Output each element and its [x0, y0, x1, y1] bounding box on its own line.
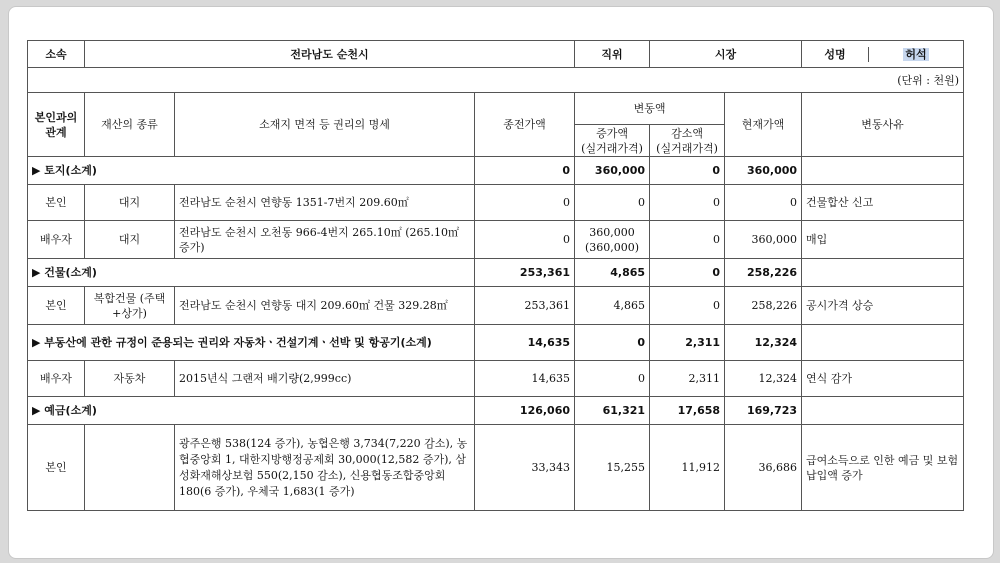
row-increase: 15,255	[575, 425, 650, 511]
column-header-row-1	[28, 93, 964, 125]
row-relation: 본인	[28, 287, 85, 325]
affiliation-value: 전라남도 순천시	[85, 41, 575, 68]
section-title: ▶ 건물(소계)	[28, 259, 475, 287]
row-previous: 0	[475, 221, 575, 259]
subtotal-current: 169,723	[725, 397, 802, 425]
position-label: 직위	[575, 41, 650, 68]
subtotal-decrease: 17,658	[650, 397, 725, 425]
col-reason: 변동사유	[802, 93, 964, 157]
row-current: 258,226	[725, 287, 802, 325]
name-value-cell	[869, 47, 964, 62]
row-increase: 0	[575, 185, 650, 221]
subtotal-decrease: 0	[650, 259, 725, 287]
section-title: ▶ 토지(소계)	[28, 157, 475, 185]
unit-row	[28, 68, 964, 93]
row-increase: 4,865	[575, 287, 650, 325]
name-label: 성명	[802, 47, 869, 62]
table-row	[28, 425, 964, 511]
subtotal-increase: 360,000	[575, 157, 650, 185]
subtotal-current: 12,324	[725, 325, 802, 361]
row-decrease: 0	[650, 185, 725, 221]
row-type: 대지	[85, 221, 175, 259]
row-previous: 33,343	[475, 425, 575, 511]
col-current: 현재가액	[725, 93, 802, 157]
col-decrease: 감소액 (실거래가격)	[650, 125, 725, 157]
row-decrease: 2,311	[650, 361, 725, 397]
row-reason: 급여소득으로 인한 예금 및 보험납입액 증가	[802, 425, 964, 511]
row-relation: 배우자	[28, 221, 85, 259]
row-relation: 본인	[28, 425, 85, 511]
row-type	[85, 425, 175, 511]
subtotal-reason	[802, 325, 964, 361]
position-value: 시장	[650, 41, 802, 68]
table-row	[28, 221, 964, 259]
name-cell	[802, 41, 964, 68]
row-details: 전라남도 순천시 오천동 966-4번지 265.10㎡ (265.10㎡ 증가)	[175, 221, 475, 259]
asset-change-table	[27, 40, 964, 511]
subtotal-decrease: 2,311	[650, 325, 725, 361]
row-reason: 연식 감가	[802, 361, 964, 397]
row-type: 대지	[85, 185, 175, 221]
row-type: 복합건물 (주택+상가)	[85, 287, 175, 325]
row-details: 2015년식 그랜저 배기량(2,999cc)	[175, 361, 475, 397]
subtotal-previous: 253,361	[475, 259, 575, 287]
section-subtotal-row	[28, 259, 964, 287]
header-row	[28, 41, 964, 68]
row-previous: 14,635	[475, 361, 575, 397]
subtotal-reason	[802, 397, 964, 425]
row-decrease: 0	[650, 287, 725, 325]
row-type: 자동차	[85, 361, 175, 397]
col-increase: 증가액 (실거래가격)	[575, 125, 650, 157]
section-subtotal-row	[28, 157, 964, 185]
subtotal-increase: 61,321	[575, 397, 650, 425]
subtotal-increase: 0	[575, 325, 650, 361]
row-current: 360,000	[725, 221, 802, 259]
row-previous: 0	[475, 185, 575, 221]
subtotal-reason	[802, 157, 964, 185]
row-details: 광주은행 538(124 증가), 농협은행 3,734(7,220 감소), 농협중앙회 1, 대한지방행정공제회 30,000(12,582 증가), 삼성화재해상보험 550(2,150 감소), 신용협동조합중앙회 180(6 증가), 우체국 1,683(1 증가)	[175, 425, 475, 511]
row-increase: 0	[575, 361, 650, 397]
subtotal-decrease: 0	[650, 157, 725, 185]
section-subtotal-row	[28, 397, 964, 425]
col-change: 변동액	[575, 93, 725, 125]
row-decrease: 11,912	[650, 425, 725, 511]
table-row	[28, 361, 964, 397]
col-relation: 본인과의 관계	[28, 93, 85, 157]
row-details: 전라남도 순천시 연향동 대지 209.60㎡ 건물 329.28㎡	[175, 287, 475, 325]
table-row	[28, 185, 964, 221]
col-previous: 종전가액	[475, 93, 575, 157]
row-current: 0	[725, 185, 802, 221]
col-details: 소재지 면적 등 권리의 명세	[175, 93, 475, 157]
name-value: 허석	[905, 47, 927, 61]
row-decrease: 0	[650, 221, 725, 259]
subtotal-reason	[802, 259, 964, 287]
subtotal-current: 360,000	[725, 157, 802, 185]
subtotal-increase: 4,865	[575, 259, 650, 287]
affiliation-label: 소속	[28, 41, 85, 68]
row-reason: 공시가격 상승	[802, 287, 964, 325]
section-title: ▶ 예금(소계)	[28, 397, 475, 425]
row-reason: 건물합산 신고	[802, 185, 964, 221]
subtotal-current: 258,226	[725, 259, 802, 287]
row-current: 12,324	[725, 361, 802, 397]
col-property-type: 재산의 종류	[85, 93, 175, 157]
row-current: 36,686	[725, 425, 802, 511]
unit-note: (단위 : 천원)	[28, 68, 964, 93]
row-increase: 360,000 (360,000)	[575, 221, 650, 259]
subtotal-previous: 14,635	[475, 325, 575, 361]
row-reason: 매입	[802, 221, 964, 259]
row-previous: 253,361	[475, 287, 575, 325]
section-title: ▶ 부동산에 관한 규정이 준용되는 권리와 자동차ㆍ건설기계ㆍ선박 및 항공기(소계)	[28, 325, 475, 361]
subtotal-previous: 0	[475, 157, 575, 185]
table-row	[28, 287, 964, 325]
row-details: 전라남도 순천시 연향동 1351-7번지 209.60㎡	[175, 185, 475, 221]
subtotal-previous: 126,060	[475, 397, 575, 425]
row-relation: 본인	[28, 185, 85, 221]
row-relation: 배우자	[28, 361, 85, 397]
section-subtotal-row	[28, 325, 964, 361]
